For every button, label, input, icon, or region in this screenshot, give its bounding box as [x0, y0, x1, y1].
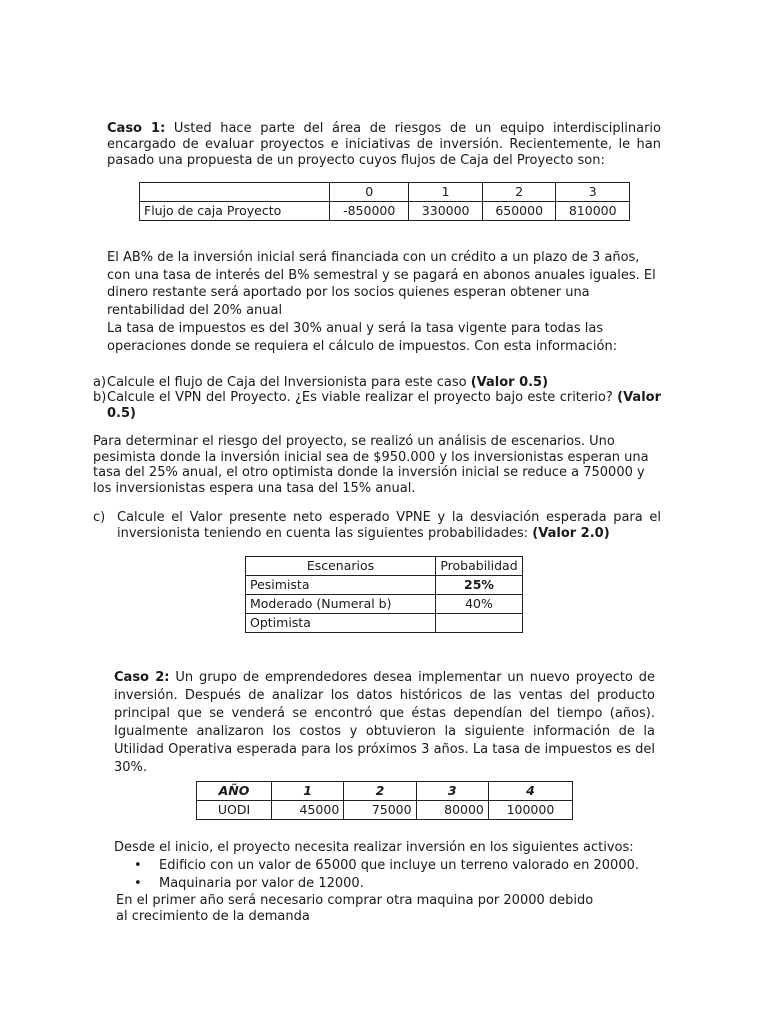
flow-header-1: 1 [409, 183, 483, 202]
flow-value-3: 810000 [556, 202, 630, 221]
uodi-value-1: 45000 [272, 801, 344, 820]
scenario-table-header [246, 557, 523, 576]
uodi-value-2: 75000 [344, 801, 416, 820]
uodi-table-row [197, 801, 573, 820]
scenario-prob: 40% [436, 595, 523, 614]
flow-header-3: 3 [556, 183, 630, 202]
flow-table-row [140, 202, 630, 221]
flow-value-0: -850000 [330, 202, 409, 221]
caso1-intro [107, 121, 661, 169]
uodi-table [196, 781, 573, 820]
caso2-intro-text: Un grupo de emprendedores desea implementar un nuevo proyecto de inversión. Después de analizar los datos históricos de las ventas del producto principal que se venderá se encontró que éstas dependían del tiempo (años). Igualmente analizaron los costos y obtuvieron la siguiente información de la Utilidad Operativa esperada para los próximos 3 años. La tasa de impuestos es del 30%. [114, 670, 655, 775]
caso1-financing-paragraph: El AB% de la inversión inicial será financiada con un crédito a un plazo de 3 años, con una tasa de interés del B% semestral y se pagará en abonos anuales iguales. El dinero restante será aportado por los socios quienes esperan obtener una rentabilidad del 20% anual [107, 250, 656, 318]
scenario-header-name: Escenarios [246, 557, 436, 576]
flow-table [139, 182, 630, 221]
uodi-value-4: 100000 [488, 801, 572, 820]
scenario-prob: 25% [436, 576, 523, 595]
question-b-label: b) [93, 390, 107, 405]
bullet-icon: • [134, 858, 142, 873]
assets-intro: Desde el inicio, el proyecto necesita realizar inversión en los siguientes activos: [114, 840, 634, 855]
uodi-row-label: UODI [197, 801, 272, 820]
caso1-label: Caso 1: [107, 121, 166, 136]
scenario-prob [436, 614, 523, 633]
caso2-intro [114, 669, 655, 777]
question-b-text: Calcule el VPN del Proyecto. ¿Es viable realizar el proyecto bajo este criterio? [107, 390, 618, 405]
caso1-intro-text: Usted hace parte del área de riesgos de un equipo interdisciplinario encargado de evaluar proyectos e iniciativas de inversión. Recientemente, le han pasado una propuesta de un proyecto cuyos flujos de Caja del Proyecto son: [107, 121, 661, 168]
scenario-header-prob: Probabilidad [436, 557, 523, 576]
flow-header-2: 2 [482, 183, 556, 202]
question-c-label: c) [93, 510, 106, 525]
flow-table-header [140, 183, 630, 202]
bullet-text: Edificio con un valor de 65000 que incluye un terreno valorado en 20000. [159, 858, 639, 873]
question-b-value: (Valor 0.5) [107, 390, 661, 421]
uodi-header-3: 3 [416, 782, 488, 801]
closing-paragraph: En el primer año será necesario comprar otra maquina por 20000 debido al crecimiento de la demanda [116, 893, 594, 924]
question-c-value: (Valor 2.0) [532, 526, 610, 541]
flow-header-empty [140, 183, 330, 202]
flow-value-2: 650000 [482, 202, 556, 221]
table-row [246, 576, 523, 595]
scenario-name: Pesimista [246, 576, 436, 595]
risk-paragraph: Para determinar el riesgo del proyecto, se realizó un análisis de escenarios. Uno pesimista donde la inversión inicial sea de $950.000 y los inversionistas esperan una tasa del 25% anual, el otro optimista donde la inversión inicial se reduce a 750000 y los inversionistas espera una tasa del 15% anual. [93, 434, 649, 496]
uodi-header-1: 1 [272, 782, 344, 801]
flow-value-1: 330000 [409, 202, 483, 221]
scenario-name: Optimista [246, 614, 436, 633]
caso1-tax-paragraph: La tasa de impuestos es del 30% anual y será la tasa vigente para todas las operaciones donde se requiera el cálculo de impuestos. Con esta información: [107, 321, 618, 354]
flow-header-0: 0 [330, 183, 409, 202]
question-a [93, 375, 661, 391]
question-b [93, 390, 661, 422]
uodi-value-3: 80000 [416, 801, 488, 820]
caso2-label: Caso 2: [114, 670, 170, 685]
table-row [246, 614, 523, 633]
uodi-header-year: AÑO [197, 782, 272, 801]
table-row [246, 595, 523, 614]
scenario-table [245, 556, 523, 633]
uodi-header-4: 4 [488, 782, 572, 801]
question-a-value: (Valor 0.5) [470, 375, 549, 390]
bullet-text: Maquinaria por valor de 12000. [159, 876, 364, 891]
question-a-label: a) [93, 375, 107, 390]
bullet-icon: • [134, 876, 142, 891]
flow-row-label: Flujo de caja Proyecto [140, 202, 330, 221]
uodi-header-2: 2 [344, 782, 416, 801]
question-c [93, 510, 661, 542]
question-a-text: Calcule el flujo de Caja del Inversionista para este caso [107, 375, 471, 390]
uodi-table-header [197, 782, 573, 801]
question-c-text: Calcule el Valor presente neto esperado VPNE y la desviación esperada para el inversionista teniendo en cuenta las siguientes probabilidades: [117, 510, 661, 541]
scenario-name: Moderado (Numeral b) [246, 595, 436, 614]
